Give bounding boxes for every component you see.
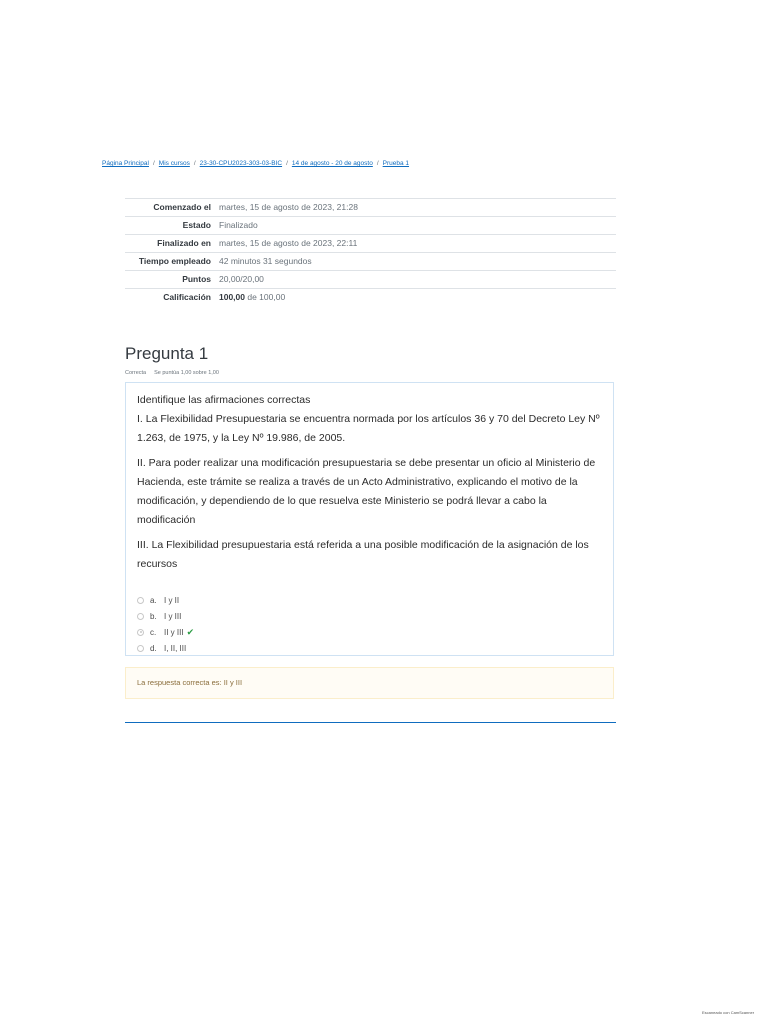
grade-max: de 100,00	[245, 292, 286, 302]
option-text: I y II	[164, 595, 180, 605]
scanner-watermark: Escaneado con CamScanner	[702, 1010, 755, 1015]
summary-row-started	[125, 199, 616, 217]
grade-value: 100,00	[219, 292, 245, 302]
radio-icon[interactable]	[137, 597, 144, 604]
breadcrumb-week[interactable]: 14 de agosto - 20 de agosto	[291, 160, 373, 167]
check-icon: ✔	[186, 626, 195, 637]
correct-answer-feedback: La respuesta correcta es: II y III	[125, 667, 614, 699]
question-box	[125, 382, 614, 656]
summary-label: Puntos	[125, 271, 215, 289]
summary-value: 20,00/20,00	[215, 271, 616, 289]
breadcrumb-home[interactable]: Página Principal	[102, 160, 149, 167]
section-divider	[125, 722, 616, 723]
summary-value: martes, 15 de agosto de 2023, 22:11	[215, 235, 616, 253]
summary-value: martes, 15 de agosto de 2023, 21:28	[215, 199, 616, 217]
summary-row-state	[125, 217, 616, 235]
statement-3: III. La Flexibilidad presupuestaria está referida a una posible modificación de la asignación de los recursos	[137, 539, 589, 570]
option-d[interactable]	[137, 640, 602, 656]
summary-label: Comenzado el	[125, 199, 215, 217]
option-a[interactable]	[137, 592, 602, 608]
option-b[interactable]	[137, 608, 602, 624]
summary-value: 42 minutos 31 segundos	[215, 253, 616, 271]
question-intro: Identifique las afirmaciones correctas	[137, 394, 311, 406]
answer-options	[137, 592, 602, 656]
breadcrumb-separator: /	[286, 160, 288, 167]
attempt-summary-table	[125, 198, 616, 306]
radio-icon[interactable]	[137, 645, 144, 652]
summary-label: Calificación	[125, 289, 215, 307]
breadcrumb-course[interactable]: 23-30-CPU2023-303-03-BIC	[199, 160, 283, 167]
option-letter: a.	[150, 595, 157, 605]
breadcrumb-my-courses[interactable]: Mis cursos	[158, 160, 190, 167]
question-meta	[125, 370, 219, 376]
breadcrumb-separator: /	[376, 160, 379, 167]
breadcrumb-separator: /	[193, 160, 196, 167]
option-text: I y III	[164, 611, 182, 621]
option-letter: b.	[150, 611, 157, 621]
question-title: Pregunta 1	[125, 344, 209, 363]
option-c[interactable]	[137, 624, 602, 640]
option-text: I, II, III	[164, 643, 187, 653]
breadcrumb-quiz[interactable]: Prueba 1	[382, 160, 410, 167]
summary-value: Finalizado	[215, 217, 616, 235]
summary-label: Tiempo empleado	[125, 253, 215, 271]
summary-row-time	[125, 253, 616, 271]
option-text: II y III	[164, 627, 184, 637]
summary-value	[215, 289, 616, 307]
summary-row-finished	[125, 235, 616, 253]
breadcrumb-separator: /	[152, 160, 155, 167]
question-score: Se puntúa 1,00 sobre 1,00	[154, 370, 219, 376]
summary-label: Finalizado en	[125, 235, 215, 253]
statement-1: I. La Flexibilidad Presupuestaria se encuentra normada por los artículos 36 y 70 del Decreto Ley Nº 1.263, de 1975, y la Ley Nº 19.986, de 2005.	[137, 413, 600, 444]
summary-label: Estado	[125, 217, 215, 235]
question-status: Correcta	[125, 370, 147, 376]
summary-row-points	[125, 271, 616, 289]
statement-2: II. Para poder realizar una modificación presupuestaria se debe presentar un oficio al Ministerio de Hacienda, este trámite se realiza a través de un Acto Administrativo, explicando el motivo de la modificación, y dependiendo de lo que resuelva este Ministerio se podrá llevar a cabo la modificación	[137, 457, 596, 526]
option-letter: d.	[150, 643, 157, 653]
radio-icon[interactable]	[137, 613, 144, 620]
radio-selected-icon[interactable]	[137, 629, 144, 636]
summary-row-grade	[125, 289, 616, 307]
option-letter: c.	[150, 627, 157, 637]
breadcrumb	[102, 160, 409, 167]
